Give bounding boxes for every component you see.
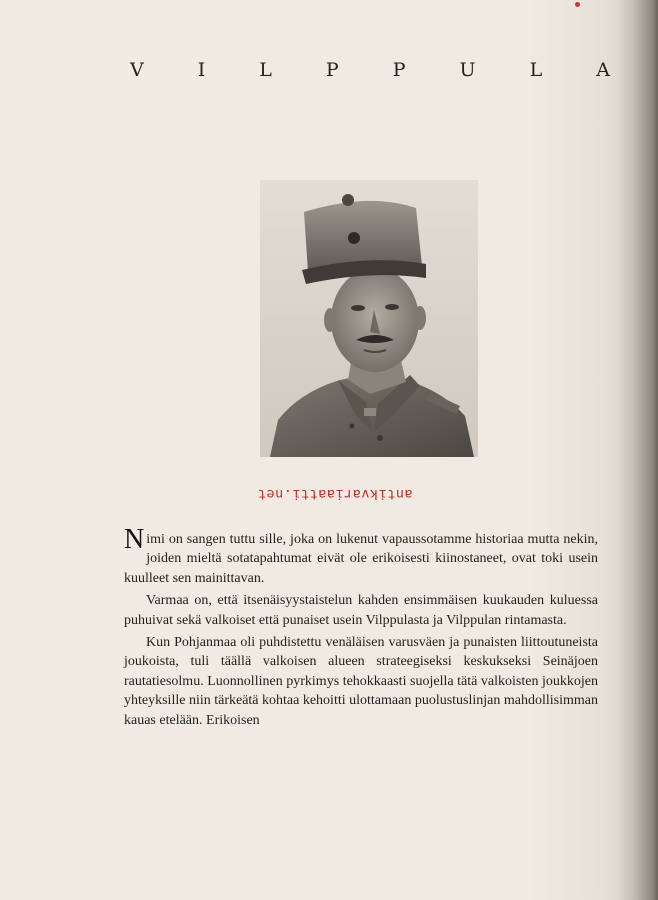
title-letter: U: [459, 59, 476, 81]
paragraph: [124, 524, 598, 588]
ink-mark: [575, 2, 580, 7]
title-letter: P: [392, 59, 406, 81]
page-title: [130, 58, 610, 82]
drop-cap: N: [124, 524, 145, 555]
title-letter: I: [197, 59, 206, 81]
title-letter: L: [529, 59, 543, 81]
title-letter: A: [596, 59, 610, 81]
title-letter: P: [325, 59, 339, 81]
portrait-officer-icon: [260, 180, 478, 457]
page-edge-shadow: [618, 0, 658, 900]
watermark-text: antikvariaatti.net: [257, 486, 413, 502]
title-letter: V: [130, 59, 144, 81]
paragraph: Varmaa on, että itsenäisyystaistelun kahden ensimmäisen kuukauden kuluessa puhuivat sekä valkoiset että punaiset usein Vilppulasta ja Vilppulan rintamasta.: [124, 593, 598, 628]
portrait-photo: [260, 180, 478, 457]
title-letter: L: [259, 59, 272, 81]
paragraph: Kun Pohjanmaa oli puhdistettu venäläisen varusväen ja punaisten liittoutuneista joukoista, tuli täällä valkoisen alueen strateegiseksi keskukseksi Seinäjoen rautatiesolmu. Luonnollinen pyrkimys tehokkaasti suojella tätä valkoisten joukkojen yhteyksille niin tärkeätä kohtaa kehoitti ulottamaan puolustuslinjan mahdollisimman kauas etelään. Erikoisen: [124, 635, 598, 728]
article-body: [124, 524, 598, 733]
paragraph-text: imi on sangen tuttu sille, joka on lukenut vapaussotamme historiaa mutta nekin, joiden mieltä sotatapahtumat eivät ole erikoisesti kiinostaneet, ovat toki usein kuulleet sen mainittavan.: [124, 532, 598, 586]
